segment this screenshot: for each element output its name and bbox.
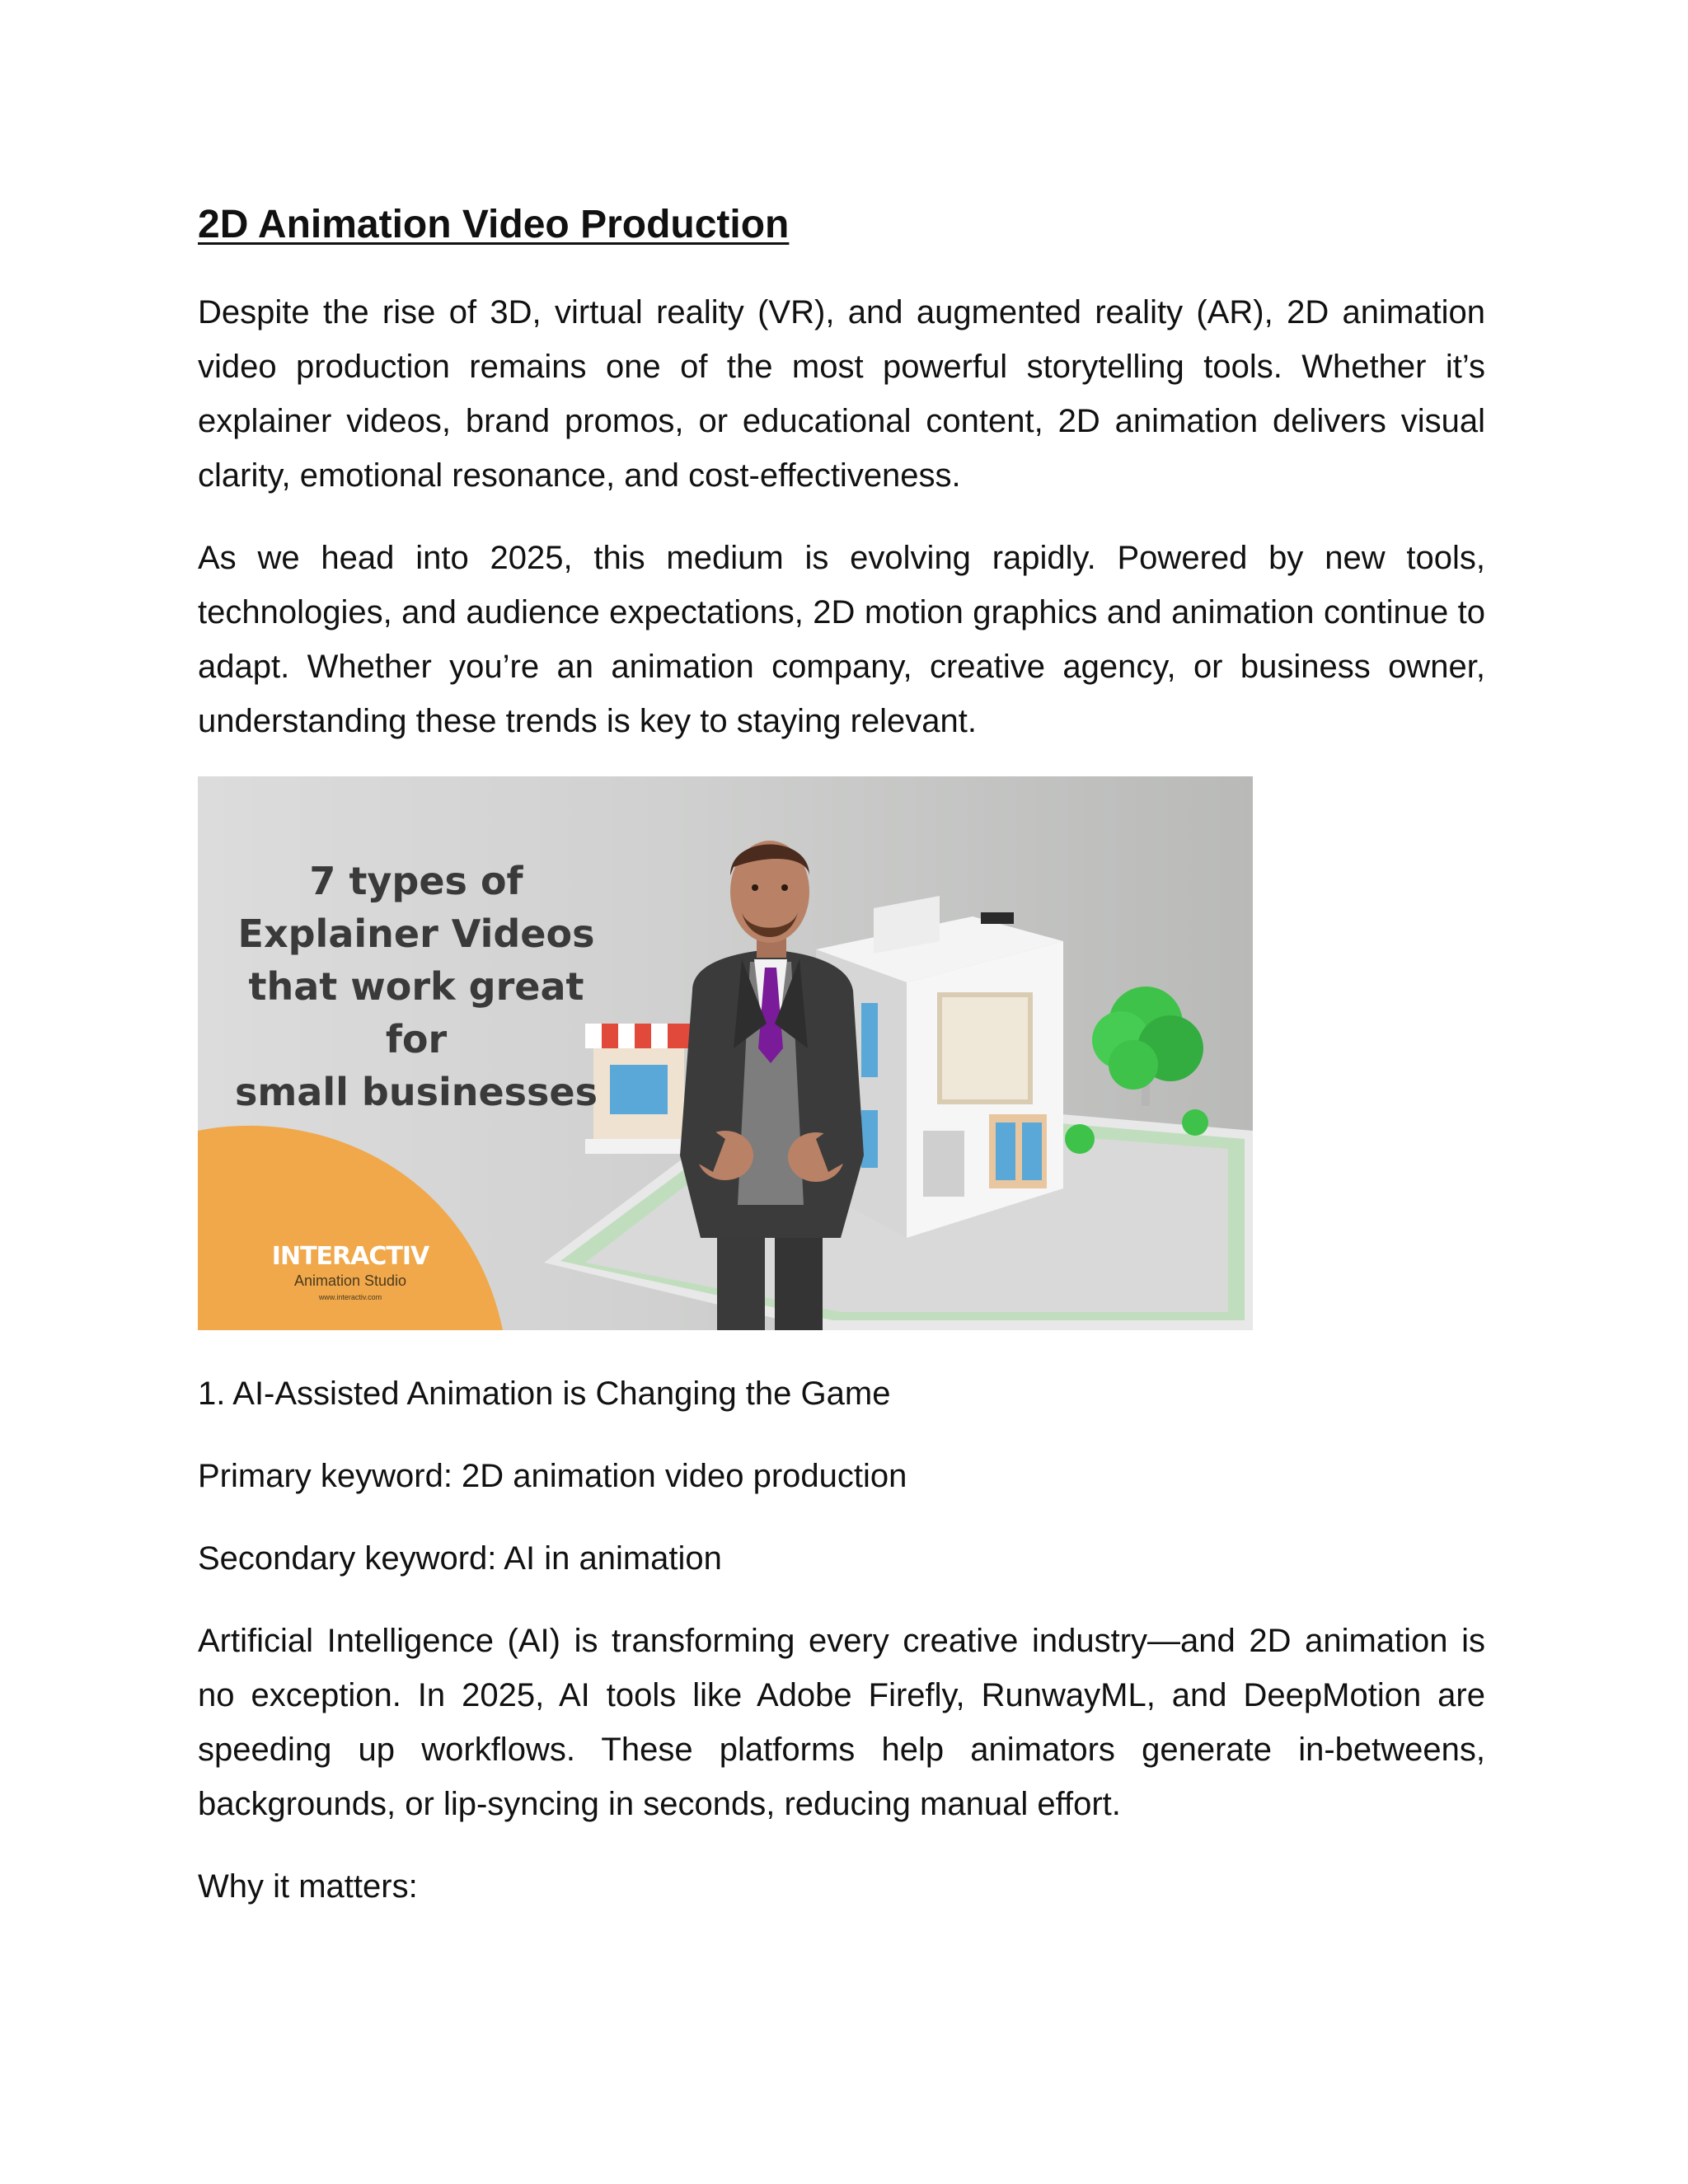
intro-paragraph-1: Despite the rise of 3D, virtual reality (VR), and augmented reality (AR), 2D animation video production remains one of the most powerful storytelling tools. Whether it’s explainer videos, brand promos, or educational content, 2D animation delivers visual clarity, emotional resonance, and cost-effectiveness. <box>198 294 1485 494</box>
primary-keyword: Primary keyword: 2D animation video production <box>198 1458 907 1494</box>
tree-icon <box>1092 987 1203 1106</box>
document-title: 2D Animation Video Production <box>198 203 790 246</box>
secondary-keyword: Secondary keyword: AI in animation <box>198 1540 722 1577</box>
brand-subtitle: Animation Studio <box>293 1272 407 1289</box>
brand-logo <box>227 1242 474 1301</box>
section-heading: 1. AI-Assisted Animation is Changing the Game <box>198 1376 891 1412</box>
why-it-matters: Why it matters: <box>198 1868 418 1905</box>
brand-url: www.interactiv.com <box>318 1293 382 1301</box>
body-paragraph: Artificial Intelligence (AI) is transforming every creative industry—and 2D animation is no exception. In 2025, AI tools like Adobe Firefly, RunwayML, and DeepMotion are speeding up workflows. These platforms help animators generate in-betweens, backgrounds, or lip-syncing in seconds, reducing manual effort. <box>198 1623 1485 1822</box>
brand-name: INTERACTIV <box>271 1242 429 1271</box>
explainer-video-image <box>198 776 1253 1330</box>
intro-paragraph-2: As we head into 2025, this medium is evolving rapidly. Powered by new tools, technologies, and audience expectations, 2D motion graphics and animation continue to adapt. Whether you’re an animation company, creative agency, or business owner, understanding these trends is key to staying relevant. <box>198 540 1485 739</box>
image-heading: 7 types of Explainer Videos that work great for small businesses <box>234 859 598 1114</box>
document-page <box>198 198 1485 1942</box>
